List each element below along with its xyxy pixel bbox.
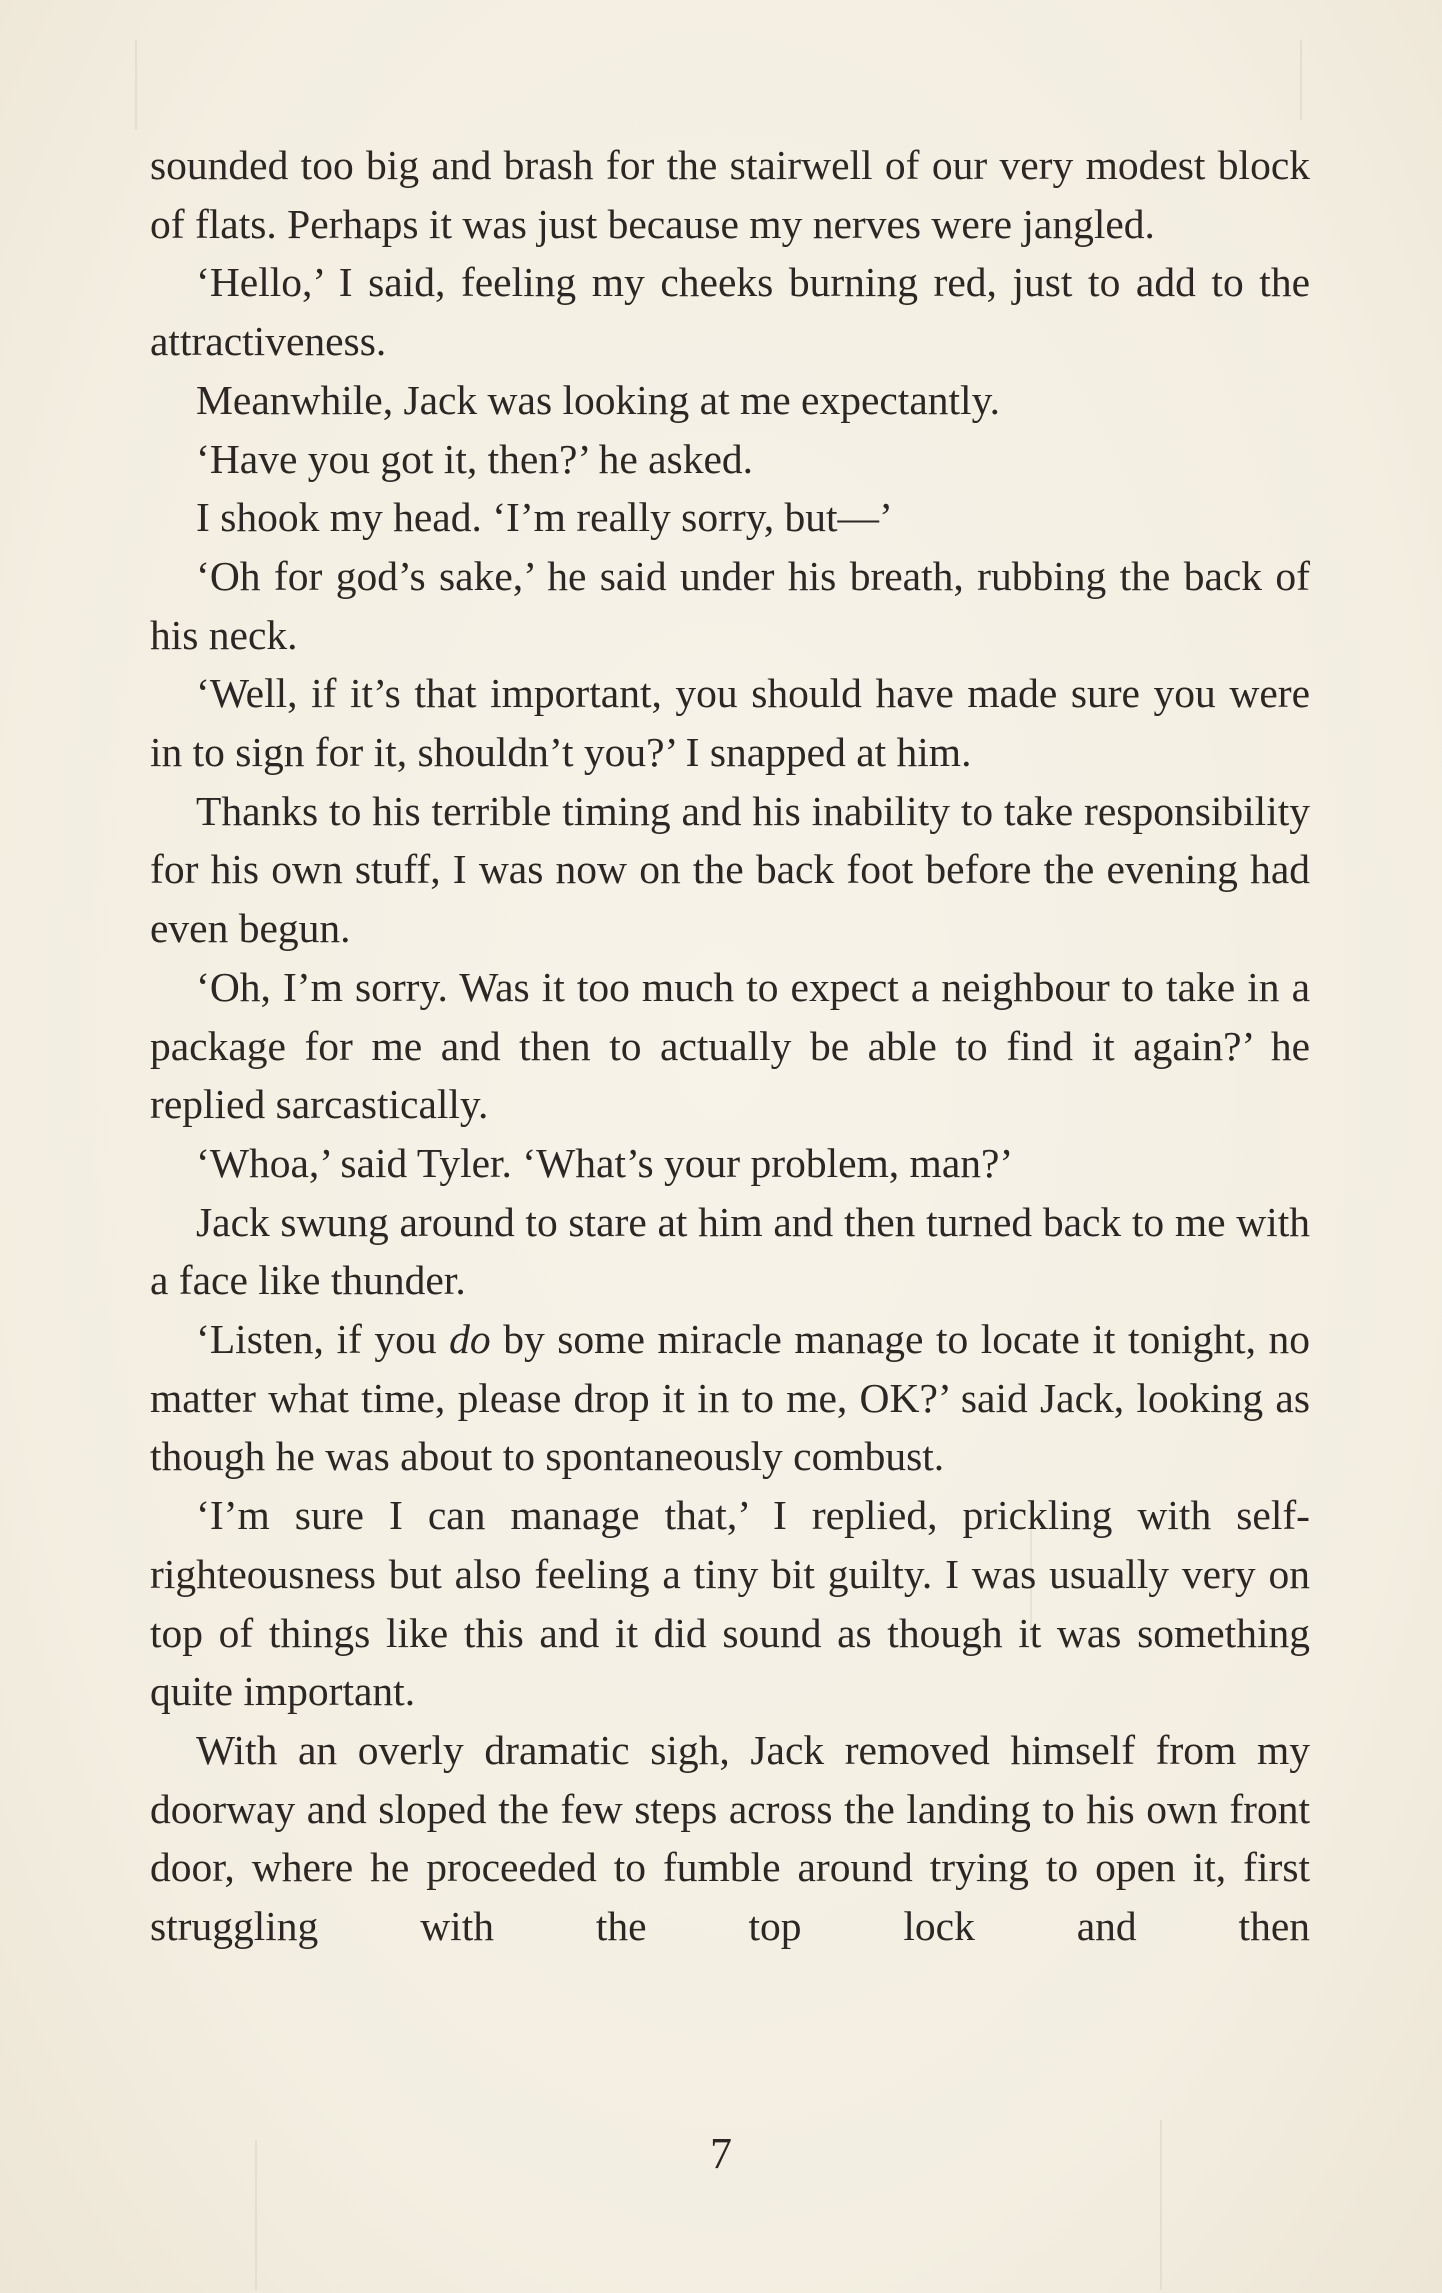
paragraph: With an overly dramatic sigh, Jack removed himself from my doorway and sloped the few steps across the landing to his own front door, where he proceeded to fumble around trying to open it, first struggling with the top lock and then: [150, 1726, 1310, 1950]
paragraph: ‘Well, if it’s that important, you should have made sure you were in to sign for it, shouldn’t you?’ I snapped at him.: [150, 670, 1310, 776]
paragraph: Meanwhile, Jack was looking at me expectantly.: [196, 376, 1001, 423]
paragraph: ‘Hello,’ I said, feeling my cheeks burning red, just to add to the attractiveness.: [150, 259, 1310, 365]
emphasis-text: do: [449, 1316, 491, 1363]
paragraph: ‘Oh for god’s sake,’ he said under his breath, rubbing the back of his neck.: [150, 552, 1310, 658]
paragraph: Jack swung around to stare at him and then turned back to me with a face like thunder.: [150, 1198, 1310, 1304]
body-text: [150, 136, 1310, 1956]
page-number: 7: [710, 2129, 732, 2178]
paragraph-text: ‘Listen, if you: [196, 1316, 450, 1363]
paragraph: ‘Whoa,’ said Tyler. ‘What’s your problem, man?’: [196, 1139, 1014, 1186]
paragraph: ‘Have you got it, then?’ he asked.: [196, 435, 753, 482]
paper-texture-line: [1300, 40, 1302, 120]
paper-texture-line: [135, 40, 137, 130]
paragraph: ‘I’m sure I can manage that,’ I replied, prickling with self-righteousness but also feeling a tiny bit guilty. I was usually very on top of things like this and it did sound as though it was something quite important.: [150, 1492, 1310, 1715]
paragraph: ‘Oh, I’m sorry. Was it too much to expect a neighbour to take in a package for me and then to actually be able to find it again?’ he replied sarcastically.: [150, 963, 1310, 1128]
paragraph-text: by some miracle manage to locate it tonight, no matter what time, please drop it in to me, OK?’ said Jack, looking as though he was about to spontaneously combust.: [150, 1316, 1311, 1480]
paragraph: Thanks to his terrible timing and his inability to take responsibility for his own stuff, I was now on the back foot before the evening had even begun.: [150, 787, 1310, 952]
paragraph: [150, 1310, 1310, 1486]
paragraph: sounded too big and brash for the stairwell of our very modest block of flats. Perhaps it was just because my nerves were jangled.: [150, 142, 1310, 247]
paragraph: I shook my head. ‘I’m really sorry, but—’: [196, 494, 893, 541]
